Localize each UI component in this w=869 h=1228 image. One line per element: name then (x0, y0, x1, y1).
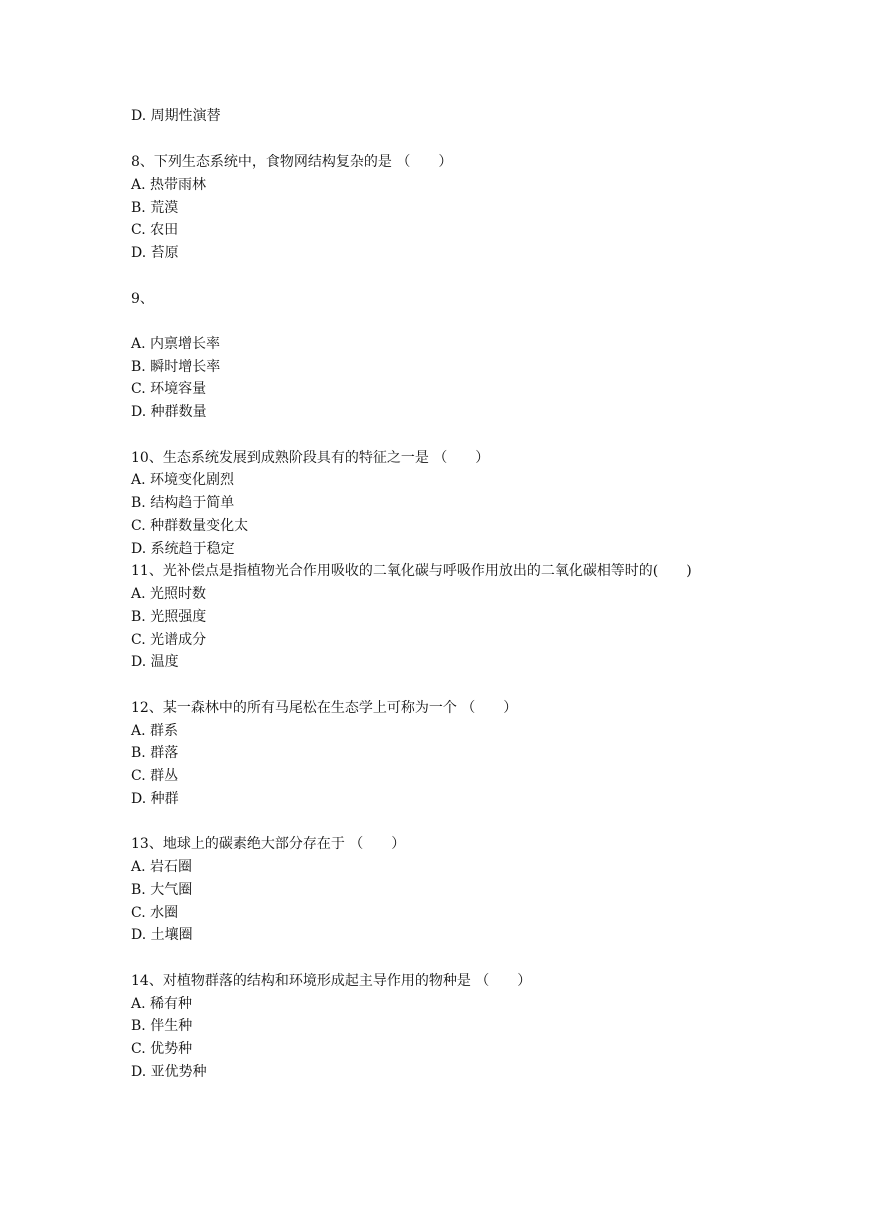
q11-option-b: B. 光照强度 (131, 609, 207, 625)
q13-stem: 13、地球上的碳素绝大部分存在于 （ ） (131, 836, 406, 852)
q8-option-b: B. 荒漠 (131, 200, 179, 216)
q14-option-a: A. 稀有种 (131, 996, 193, 1012)
q13-option-c: C. 水圈 (131, 905, 179, 921)
q14-option-c: C. 优势种 (131, 1041, 193, 1057)
q12-option-c: C. 群丛 (131, 768, 179, 784)
q9-option-b: B. 瞬时增长率 (131, 359, 221, 375)
q12-stem: 12、某一森林中的所有马尾松在生态学上可称为一个 （ ） (131, 700, 518, 716)
q13-option-d: D. 土壤圈 (131, 927, 193, 943)
q9-option-a: A. 内禀增长率 (131, 336, 221, 352)
q12-option-b: B. 群落 (131, 745, 179, 761)
q10-option-c: C. 种群数量变化太 (131, 518, 249, 534)
q14-option-b: B. 伴生种 (131, 1018, 193, 1034)
q9-stem: 9、 (131, 291, 154, 307)
q9-option-c: C. 环境容量 (131, 381, 207, 397)
q13-option-a: A. 岩石圈 (131, 859, 193, 875)
q10-option-b: B. 结构趋于简单 (131, 495, 235, 511)
q8-option-c: C. 农田 (131, 222, 179, 238)
q11-option-d: D. 温度 (131, 654, 179, 670)
q13-option-b: B. 大气圈 (131, 882, 193, 898)
q12-option-a: A. 群系 (131, 723, 179, 739)
q10-option-d: D. 系统趋于稳定 (131, 541, 235, 557)
q10-option-a: A. 环境变化剧烈 (131, 472, 235, 488)
q14-option-d: D. 亚优势种 (131, 1064, 207, 1080)
q12-option-d: D. 种群 (131, 791, 179, 807)
q14-stem: 14、对植物群落的结构和环境形成起主导作用的物种是 （ ） (131, 973, 532, 989)
q8-option-a: A. 热带雨林 (131, 177, 207, 193)
q8-stem: 8、下列生态系统中，食物网结构复杂的是 （ ） (131, 154, 453, 170)
q11-stem: 11、光补偿点是指植物光合作用吸收的二氧化碳与呼吸作用放出的二氧化碳相等时的( ) (131, 563, 692, 579)
q7-option-d: D. 周期性演替 (131, 108, 221, 124)
q11-option-c: C. 光谱成分 (131, 632, 207, 648)
q11-option-a: A. 光照时数 (131, 586, 207, 602)
q8-option-d: D. 苔原 (131, 245, 179, 261)
q10-stem: 10、生态系统发展到成熟阶段具有的特征之一是 （ ） (131, 450, 490, 466)
q9-option-d: D. 种群数量 (131, 404, 207, 420)
